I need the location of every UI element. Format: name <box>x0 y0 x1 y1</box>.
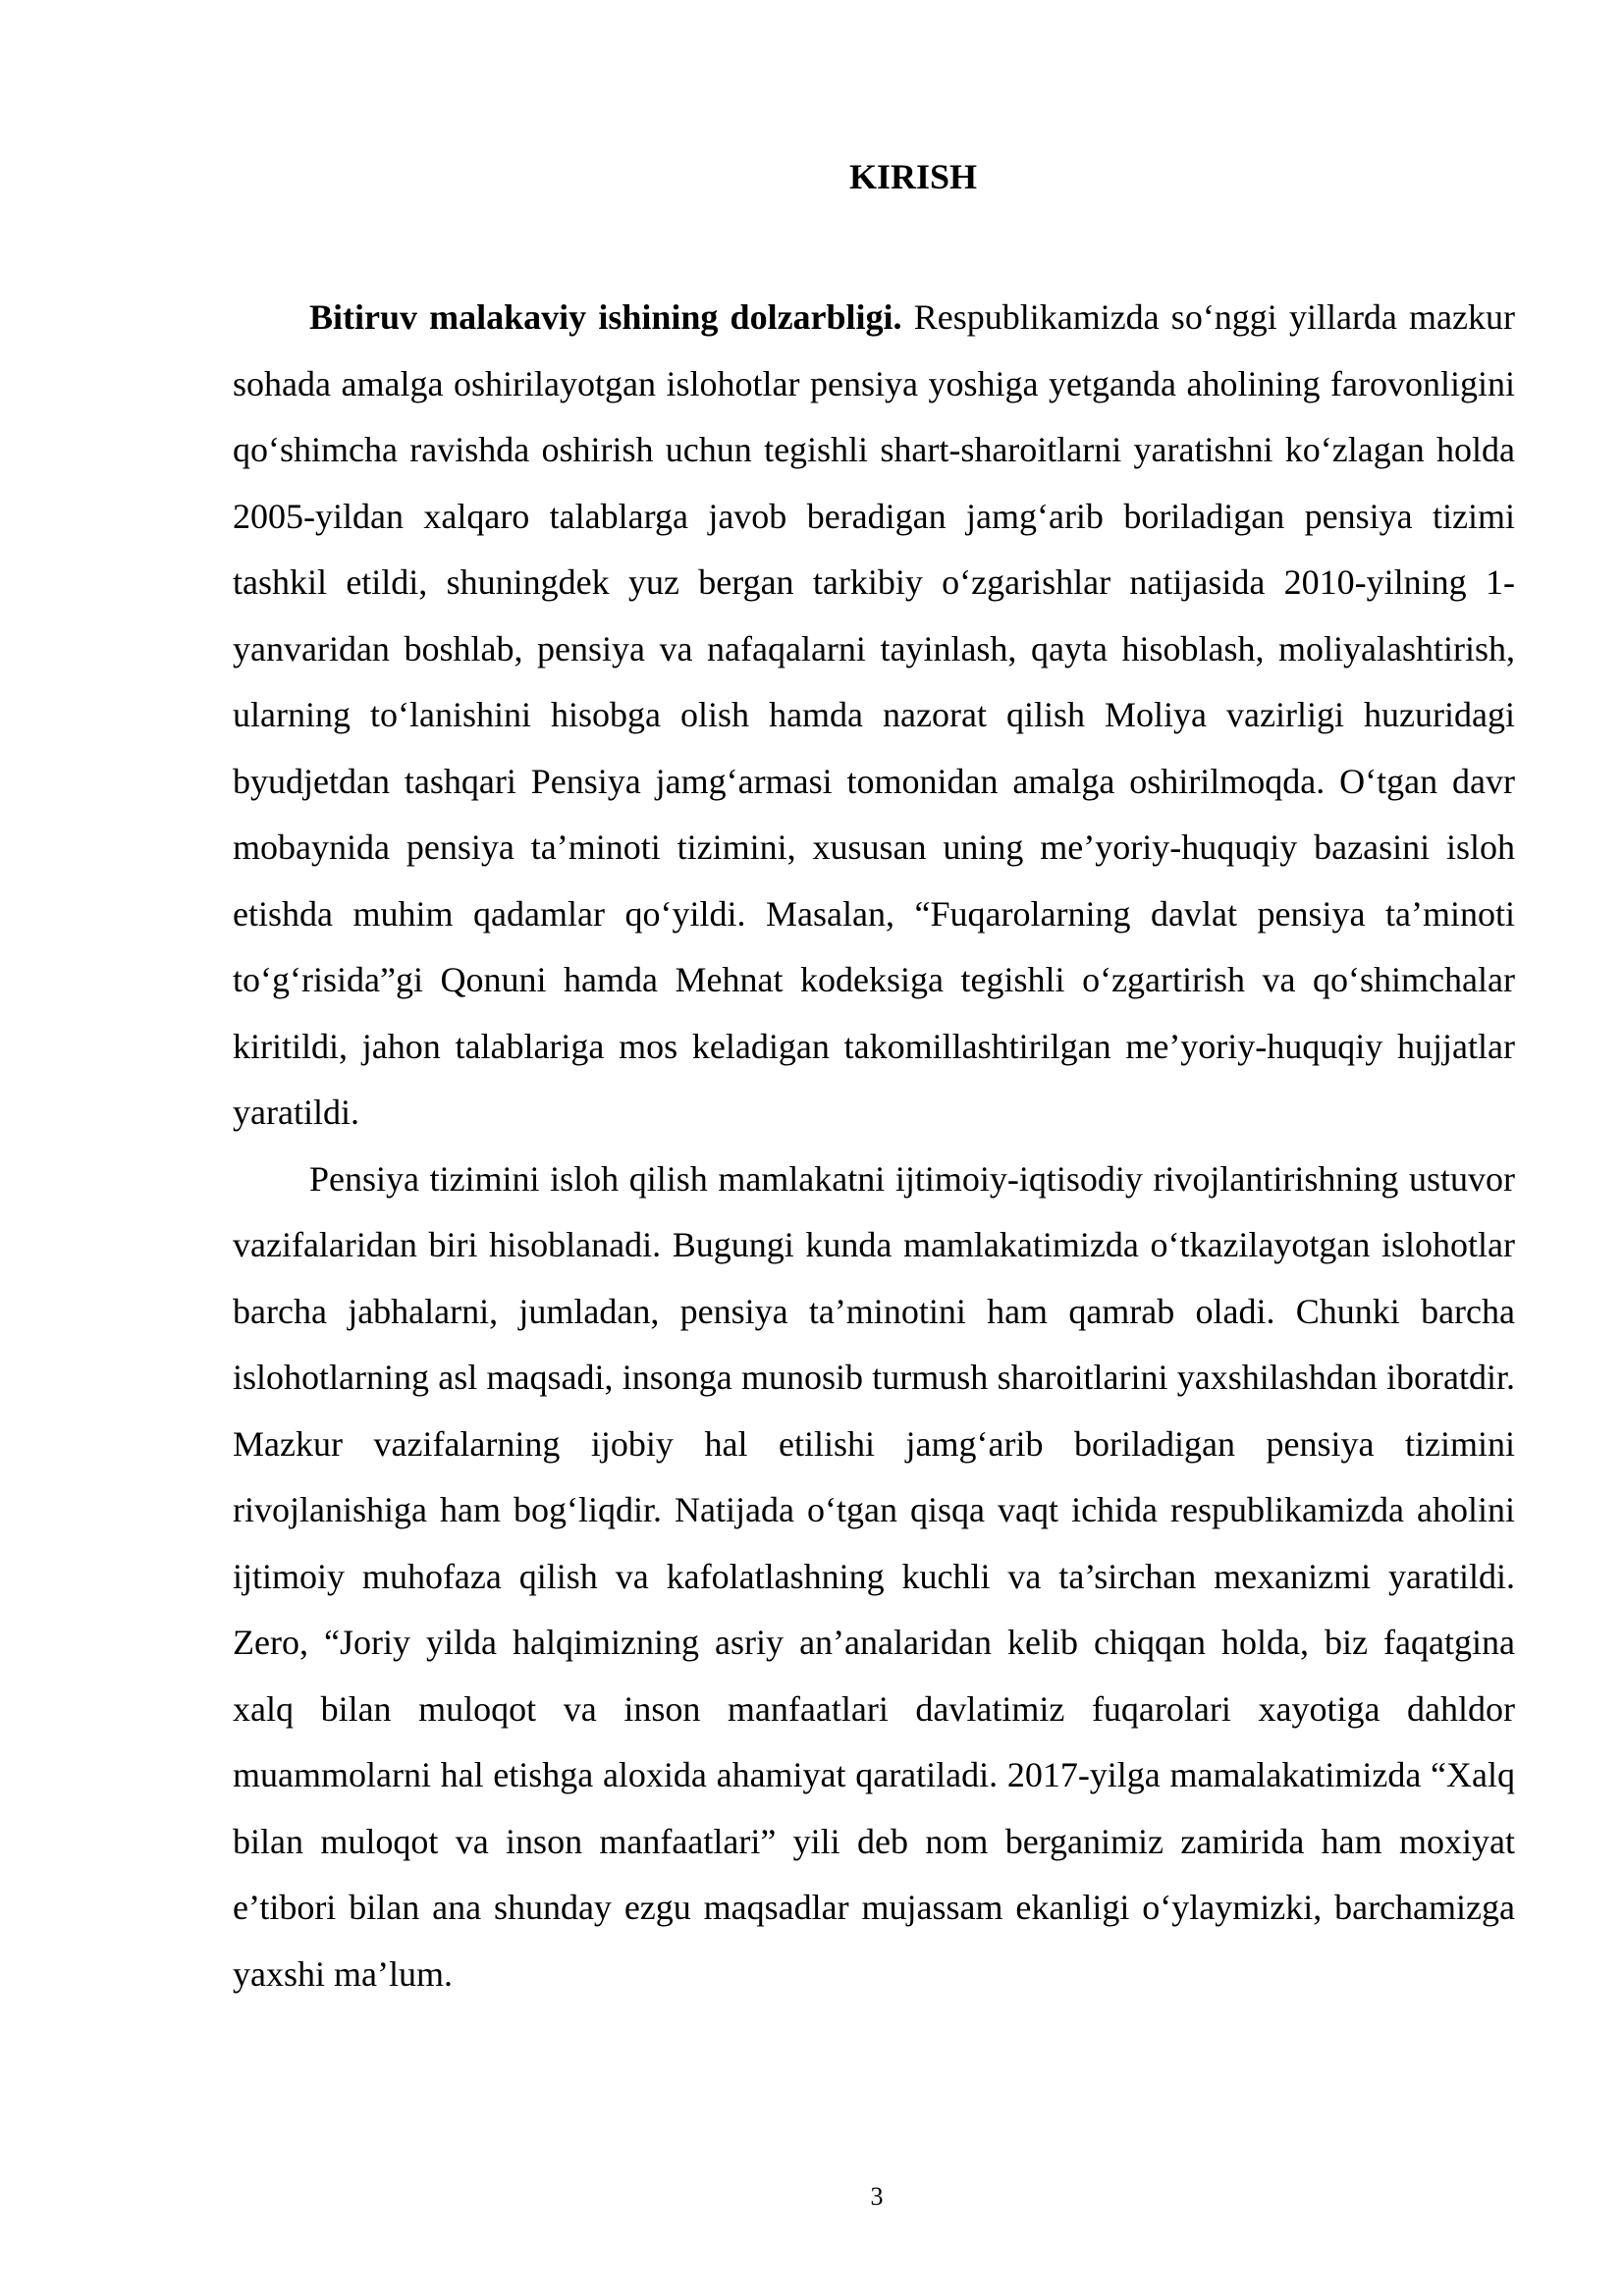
paragraph-pension-reform <box>233 1147 1515 2008</box>
paragraph-text: Pensiya tizimini isloh qilish mamlakatni ijtimoiy-iqtisodiy rivojlantirishning ustuvor vazifalaridan biri hisoblanadi. Bugungi kunda mamlakatimizda o‘tkazilayotgan islohotlar barcha jabhalarni, jumladan, pensiya ta’minotini ham qamrab oladi. Chunki barcha islohotlarning asl maqsadi, insonga munosib turmush sharoitlarini yaxshilashdan iboratdir. Mazkur vazifalarning ijobiy hal etilishi jamg‘arib boriladigan pensiya tizimini rivojlanishiga ham bog‘liqdir. Natijada o‘tgan qisqa vaqt ichida respublikamizda aholini ijtimoiy muhofaza qilish va kafolatlashning kuchli va ta’sirchan mexanizmi yaratildi. Zero, “Joriy yilda halqimizning asriy an’analaridan kelib chiqqan holda, biz faqatgina xalq bilan muloqot va inson manfaatlari davlatimiz fuqarolari xayotiga dahldor muammolarni hal etishga aloxida ahamiyat qaratiladi. 2017-yilga mamalakatimizda “Xalq bilan muloqot va inson manfaatlari” yili deb nom berganimiz zamirida ham moxiyat e’tibori bilan ana shunday ezgu maqsadlar mujassam ekanligi o‘ylaymizki, barchamizga yaxshi ma’lum. <box>233 1158 1515 1994</box>
paragraph-lead: Bitiruv malakaviy ishining dolzarbligi. <box>309 297 902 337</box>
paragraph-text: Respublikamizda so‘nggi yillarda mazkur sohada amalga oshirilayotgan islohotlar pensiya yoshiga yetganda aholining farovonligini qo‘shimcha ravishda oshirish uchun tegishli shart-sharoitlarni yaratishni ko‘zlagan holda 2005-yildan xalqaro talablarga javob beradigan jamg‘arib boriladigan pensiya tizimi tashkil etildi, shuningdek yuz bergan tarkibiy o‘zgarishlar natijasida 2010-yilning 1-yanvaridan boshlab, pensiya va nafaqalarni tayinlash, qayta hisoblash, moliyalashtirish, ularning to‘lanishini hisobga olish hamda nazorat qilish Moliya vazirligi huzuridagi byudjetdan tashqari Pensiya jamg‘armasi tomonidan amalga oshirilmoqda. O‘tgan davr mobaynida pensiya ta’minoti tizimini, xususan uning me’yoriy-huquqiy bazasini isloh etishda muhim qadamlar qo‘yildi. Masalan, “Fuqarolarning davlat pensiya ta’minoti to‘g‘risida”gi Qonuni hamda Mehnat kodeksiga tegishli o‘zgartirish va qo‘shimchalar kiritildi, jahon talablariga mos keladigan takomillashtirilgan me’yoriy-huquqiy hujjatlar yaratildi. <box>233 297 1516 1132</box>
page-number: 3 <box>870 2182 884 2211</box>
body-text <box>233 285 1515 2007</box>
page-title: KIRISH <box>848 157 978 196</box>
paragraph-relevance <box>233 285 1515 1147</box>
